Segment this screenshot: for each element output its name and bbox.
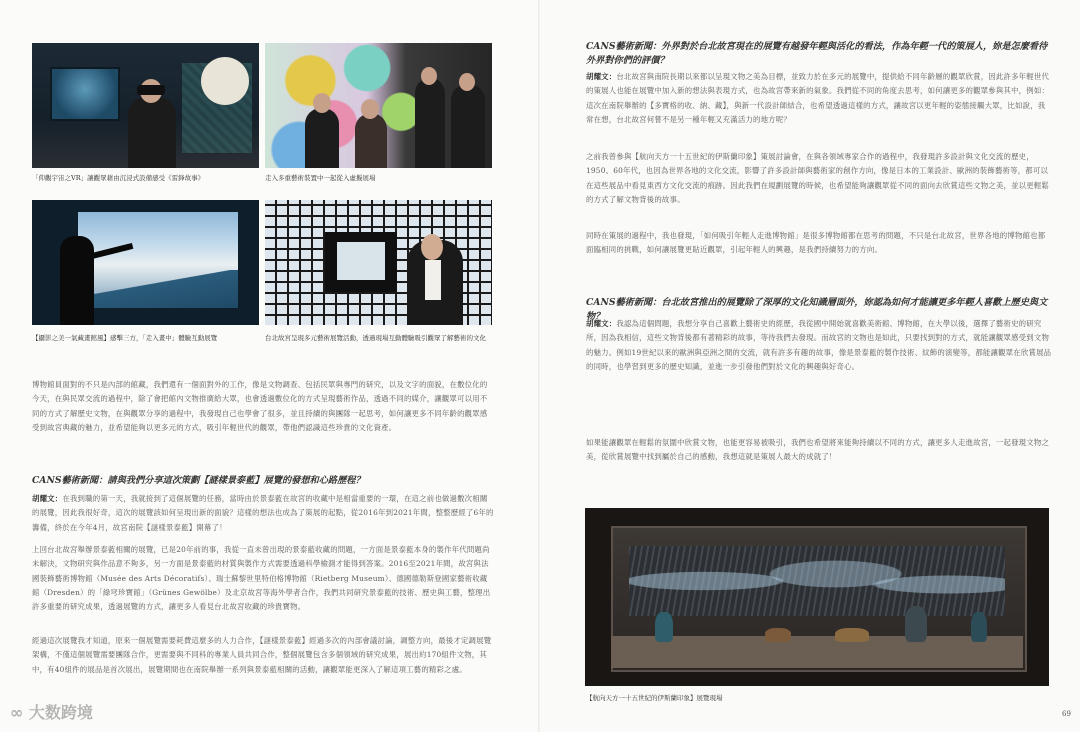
- photo5-caption: 【航向天方一十五世紀的伊斯蘭印象】展覽現場: [586, 694, 723, 702]
- page-number: 69: [1062, 710, 1071, 718]
- card-wall-curator-photo: [265, 200, 492, 325]
- photo1-caption: 「仰觀宇宙之VR」讓觀眾藉由沉浸式設備感受《雷鋒故事》: [32, 174, 205, 182]
- answer-paragraph-1: [32, 492, 494, 536]
- vr-experience-photo: [32, 43, 259, 168]
- answer-speaker-3: 胡耀文：: [586, 319, 617, 328]
- intro-paragraph: 博物館員面對的不只是內部的館藏，我們還有一個面對外的工作，像是文物調查、包括民眾與專門的研究，以及文字的面貌，在數位化的今天，在與民眾交流的過程中，除了會把館內文物推廣給大眾，也會透過數位化的方式呈現藝術作品，透過不同的媒介，讓觀眾可以用不同的方式了解歷史文物，在與觀眾分享的過程中，我發現自己也學會了很多，並且持續的與團隊一起思考，如何讓更多不同年齡的觀眾感受到故宮典藏的魅力，並希望能夠以更多元的方式，吸引年輕世代的觀眾，帶他們認識這些珍貴的文化資產。: [32, 380, 488, 432]
- body-paragraph-2: 上回台北故宮舉辦景泰藍相關的展覽，已是20年前的事，我從一直未曾出現的景泰藍收藏的問題，一方面是景泰藍本身的製作年代問題尚未解決，文物研究與作品意不夠多，另一方面是景泰藍的材質與製作方式需要透過科學檢測才能得到答案。2016至2021年間，故宮與法國裝飾藝術博物館（Musée des Arts Décoratifs）、瑞士蘇黎世里特伯格博物館（Rietberg Museum）、德國德勒斯登國家藝術收藏館（Dresden）的「綠穹珍寶館」（Grünes Gewölbe）及北京故宮等海外學者合作，我們共同研究景泰藍的技術、歷史與工藝，整理出許多重要的研究成果，透過展覽的方式，讓更多人看見台北故宮收藏的珍貴寶物。: [32, 545, 491, 612]
- question-heading-1: CANS藝術新聞：請與我們分享這次策劃【謎樣景泰藍】展覽的發想和心路歷程？: [32, 475, 365, 486]
- body-paragraph-3: 經過這次展覽我才知道，原來一個展覽需要耗費這麼多的人力合作，【謎樣景泰藍】經過多次的內部會議討論，調整方向，最後才定調展覽架構，不僅這個展覽需要團隊合作，更需要與不同科的專業人員共同合作，整個展覽包含多個領域的研究成果，展出約170組件文物，其中，有40組件的展品是首次展出，展覽期間也在南院舉辦一系列與景泰藍相關的活動，讓觀眾能更深入了解這項工藝的精彩之處。: [32, 636, 492, 674]
- right-paragraph-4: 如果能讓觀眾在輕鬆的氛圍中欣賞文物，也能更容易被吸引，我們也希望將來能夠持續以不同的方式，讓更多人走進故宮，一起發現文物之美，從欣賞展覽中找到屬於自己的感動，我想這就是策展人最大的成就了！: [586, 438, 1050, 462]
- answer-text-3: 我認為這個問題，我想分享自己喜歡上藝術史的經歷，我從國中開始就喜歡美術館、博物館，在大學以後，選擇了藝術史的研究所，因為我相信，這些文物背後都有著精彩的故事，等待我們去發現。而故宮的文物也是如此，只要找到對的方式，就能讓觀眾感受到文物的魅力。例如19世紀以來的歐洲與亞洲之間的交流，就有許多有趣的故事，像是景泰藍的製作技術、紋飾的演變等，都能讓觀眾在欣賞展品的同時，也學習到更多的歷史知識，並進一步引發他們對於文化的興趣與好奇心。: [586, 319, 1052, 371]
- answer-speaker-1: 胡耀文：: [32, 494, 63, 503]
- display-case-photo: [585, 508, 1049, 686]
- watermark-text: 大数跨境: [28, 703, 93, 722]
- question-heading-2: CANS藝術新聞：外界對於台北故宮現在的展覽有越發年輕與活化的看法，作為年輕一代的策展人，妳是怎麼看待外界對你們的評價？: [586, 41, 1048, 66]
- answer-text-2: 台北故宮與南院長期以來都以呈現文物之美為目標，並致力於在多元的展覽中，提供給不同年齡層的觀眾欣賞，因此許多年輕世代的策展人也能在展覽中加入新的想法與表現方式，也為故宮帶來新的氣象。我們從不同的角度去思考，如何讓更多的觀眾參與其中，例如：這次在南院舉辦的【多寶格的收、納、藏】，與新一代設計師結合，也希望透過這樣的方式，讓故宮以更年輕的姿態接觸大眾，比如說，我常在想，台北故宮何嘗不是另一種年輕又充滿活力的地方呢？: [586, 72, 1050, 124]
- photo3-caption: 【攝影之美一氣藏畫館風】感擊三方，「走入畫中」體驗互動展覽: [32, 334, 218, 342]
- projection-interaction-photo: [32, 200, 259, 325]
- photo4-caption: 台北故宮呈現多元藝術展覽活動，透過現場互動體驗吸引觀眾了解藝術的文化: [265, 334, 486, 342]
- right-paragraph-2: 之前我曾參與【航向天方一十五世紀的伊斯蘭印象】策展討論會，在與各領域專家合作的過程中，我發現許多設計與文化交流的歷史，1950、60年代，也因為世界各地的文化交流，影響了許多設計師與藝術家的創作方向，像是日本的工業設計、歐洲的裝飾藝術等，都可以在這些展品中看見東西方文化交流的痕跡。因此我們在規劃展覽的時候，也希望能夠讓觀眾從不同的面向去欣賞這些文物之美，並以更輕鬆的方式了解文物背後的故事。: [586, 152, 1050, 204]
- watermark: [10, 700, 93, 723]
- photo2-caption: 走入多重藝術裝置中一起從入虛擬展場: [265, 174, 376, 182]
- question-heading-3: CANS藝術新聞：台北故宮推出的展覽除了深厚的文化知識層面外，妳認為如何才能讓更多年輕人喜歡上歷史與文物？: [586, 297, 1048, 322]
- answer-text-1: 在我到職的第一天，我就接到了這個展覽的任務，當時由於景泰藍在故宮的收藏中是相當重要的一環，在這之前也做過數次相關的展覽，因此我很好奇，這次的展覽該如何呈現出新的面貌？這樣的想法也成為了策展的起點，從2016年到2021年間，整整歷經了6年的籌備，終於在今年4月，故宮南院【謎樣景泰藍】開幕了！: [32, 494, 494, 532]
- right-page: [540, 0, 1080, 732]
- answer-paragraph-3: [586, 317, 1052, 417]
- answer-speaker-2: 胡耀文：: [586, 72, 617, 81]
- watermark-logo-icon: ∞: [10, 703, 24, 722]
- answer-paragraph-2: [586, 70, 1052, 142]
- right-paragraph-3: 同時在策展的過程中，我也發現，「如何吸引年輕人走進博物館」是很多博物館都在思考的問題，不只是台北故宮，世界各地的博物館也都面臨相同的挑戰，如何讓展覽更貼近觀眾，引起年輕人的興趣，是我們持續努力的方向。: [586, 231, 1046, 255]
- art-wall-visitors-photo: [265, 43, 492, 168]
